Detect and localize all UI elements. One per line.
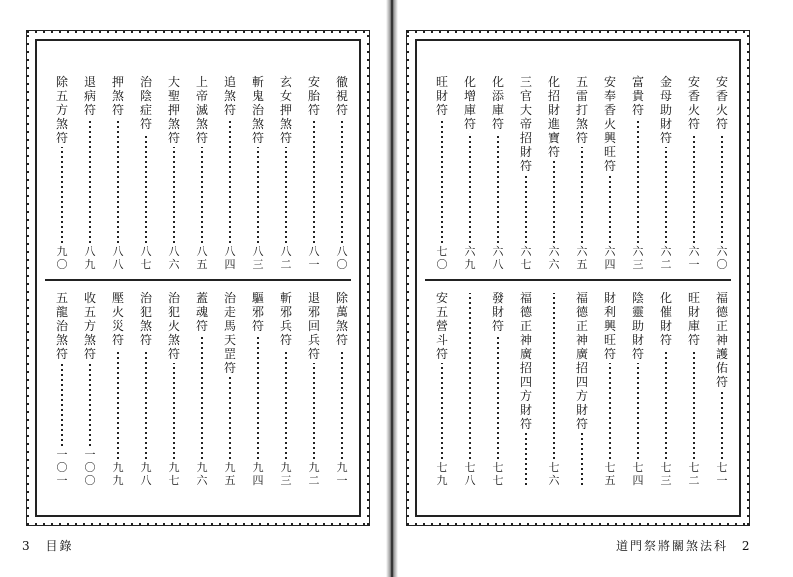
- toc-entry-page: 九 八: [140, 461, 152, 487]
- toc-entry: [461, 291, 479, 487]
- toc-entry-title: 壓 火 災 符: [111, 291, 124, 347]
- leader-dots: [117, 349, 119, 459]
- leader-dots: [609, 363, 611, 459]
- toc-entry: [137, 291, 155, 487]
- left-border-frame: [26, 30, 370, 526]
- toc-entry: [573, 75, 591, 271]
- leader-dots: [145, 133, 147, 243]
- left-footer: [22, 537, 73, 554]
- toc-entry: [657, 75, 675, 271]
- toc-entry: [277, 75, 295, 271]
- leader-dots: [721, 133, 723, 243]
- toc-entry: [249, 291, 267, 487]
- toc-entry: [685, 75, 703, 271]
- leader-dots: [257, 147, 259, 243]
- toc-entry-title: 斬 邪 兵 符: [279, 291, 292, 347]
- left-page-number: 3: [22, 539, 32, 553]
- toc-entry-title: 收 五 方 煞 符: [83, 291, 96, 361]
- leader-dots: [229, 119, 231, 243]
- toc-entry-title: 追 煞 符: [223, 75, 236, 117]
- leader-dots: [693, 349, 695, 459]
- toc-entry-page: 七 九: [436, 461, 448, 487]
- toc-entry-page: 九 六: [196, 461, 208, 487]
- toc-entry-page: 六 九: [464, 245, 476, 271]
- toc-entry-title: 安 五 營 斗 符: [435, 291, 448, 361]
- leader-dots: [637, 119, 639, 243]
- toc-entry-page: 六 一: [688, 245, 700, 271]
- leader-dots: [201, 335, 203, 459]
- toc-entry: [461, 75, 479, 271]
- toc-entry: [81, 75, 99, 271]
- toc-entry: [629, 291, 647, 487]
- right-contents-area: [415, 39, 741, 517]
- leader-dots: [693, 133, 695, 243]
- toc-entry: [193, 75, 211, 271]
- toc-entry-page: 八 五: [196, 245, 208, 271]
- leader-dots: [229, 377, 231, 459]
- toc-entry-page: 八 七: [140, 245, 152, 271]
- toc-entry-title: 財 利 興 旺 符: [603, 291, 616, 361]
- toc-entry-title: 押 煞 符: [111, 75, 124, 117]
- toc-entry: [545, 291, 563, 487]
- leader-dots: [313, 363, 315, 459]
- toc-entry: [333, 75, 351, 271]
- leader-dots: [117, 119, 119, 243]
- toc-entry-page: 六 七: [520, 245, 532, 271]
- toc-entry-page: 七 六: [548, 461, 560, 487]
- toc-entry-page: 九 九: [112, 461, 124, 487]
- left-page: [0, 0, 392, 577]
- toc-entry-title: 富 貴 符: [631, 75, 644, 117]
- toc-entry-page: 八 二: [280, 245, 292, 271]
- toc-entry-title: 驅 邪 符: [251, 291, 264, 333]
- toc-entry-page: 七 二: [688, 461, 700, 487]
- leader-dots: [89, 363, 91, 446]
- leader-dots: [525, 175, 527, 243]
- toc-entry: [305, 291, 323, 487]
- toc-entry: [545, 75, 563, 271]
- toc-entry-page: 八 一: [308, 245, 320, 271]
- right-running-head: 道門祭將關煞法科: [616, 539, 729, 553]
- leader-dots: [581, 433, 583, 485]
- leader-dots: [285, 147, 287, 243]
- toc-entry-page: 九 三: [280, 461, 292, 487]
- toc-entry-title: 安 香 火 符: [687, 75, 700, 131]
- toc-entry-title: 安 胎 符: [307, 75, 320, 117]
- leader-dots: [89, 119, 91, 243]
- leader-dots: [665, 349, 667, 459]
- leader-dots: [609, 175, 611, 243]
- toc-entry-page: 七 三: [660, 461, 672, 487]
- leader-dots: [441, 363, 443, 459]
- right-divider: [425, 279, 731, 281]
- toc-entry: [249, 75, 267, 271]
- toc-entry: [165, 75, 183, 271]
- toc-entry-page: 八 四: [224, 245, 236, 271]
- toc-entry-title: 發 財 符: [491, 291, 504, 333]
- toc-entry: [713, 75, 731, 271]
- toc-entry-title: 安 香 火 符: [715, 75, 728, 131]
- toc-entry-page: 七 七: [492, 461, 504, 487]
- toc-entry-title: 退 病 符: [83, 75, 96, 117]
- toc-entry-title: 五 龍 治 煞 符: [55, 291, 68, 361]
- toc-entry-page: 九 二: [308, 461, 320, 487]
- leader-dots: [145, 349, 147, 459]
- toc-entry: [53, 291, 71, 487]
- toc-entry-page: 九 一: [336, 461, 348, 487]
- toc-entry-page: 八 六: [168, 245, 180, 271]
- toc-entry: [713, 291, 731, 487]
- toc-entry: [53, 75, 71, 271]
- toc-entry-title: 五 雷 打 煞 符: [575, 75, 588, 145]
- toc-entry-title: 大 聖 押 煞 符: [167, 75, 180, 145]
- leader-dots: [469, 133, 471, 243]
- toc-entry-title: 除 萬 煞 符: [335, 291, 348, 347]
- leader-dots: [257, 335, 259, 459]
- toc-entry-page: 六 〇: [716, 245, 728, 271]
- toc-entry-title: 治 犯 火 煞 符: [167, 291, 180, 361]
- leader-dots: [61, 147, 63, 243]
- leader-dots: [341, 349, 343, 459]
- toc-entry-title: 陰 靈 助 財 符: [631, 291, 644, 361]
- toc-entry: [81, 291, 99, 487]
- toc-entry: [333, 291, 351, 487]
- toc-entry: [109, 75, 127, 271]
- toc-entry-title: 斬 鬼 治 煞 符: [251, 75, 264, 145]
- right-page-number: 2: [741, 539, 752, 553]
- toc-entry-title: 福 德 正 神 廣 招 四 方 財 符: [519, 291, 532, 431]
- toc-entry-page: 六 五: [576, 245, 588, 271]
- toc-entry-title: 退 邪 回 兵 符: [307, 291, 320, 361]
- right-border-frame: [406, 30, 750, 526]
- toc-entry: [517, 75, 535, 271]
- toc-entry: [573, 291, 591, 487]
- leader-dots: [313, 119, 315, 243]
- toc-entry-page: 九 四: [252, 461, 264, 487]
- toc-entry-title: 旺 財 符: [435, 75, 448, 117]
- leader-dots: [341, 119, 343, 243]
- toc-entry: [601, 75, 619, 271]
- toc-entry-page: 七 八: [464, 461, 476, 487]
- leader-dots: [285, 349, 287, 459]
- toc-entry-page: 七 一: [716, 461, 728, 487]
- toc-entry-title: 治 陰 症 符: [139, 75, 152, 131]
- leader-dots: [201, 147, 203, 243]
- toc-entry-title: 化 招 財 進 寶 符: [547, 75, 560, 159]
- toc-entry-page: 六 四: [604, 245, 616, 271]
- leader-dots: [497, 133, 499, 243]
- toc-entry-page: 九 五: [224, 461, 236, 487]
- leader-dots: [553, 293, 555, 459]
- book-spine: [386, 0, 398, 577]
- toc-entry: [517, 291, 535, 487]
- toc-entry-page: 八 八: [112, 245, 124, 271]
- toc-entry: [685, 291, 703, 487]
- toc-entry: [433, 291, 451, 487]
- leader-dots: [637, 363, 639, 459]
- toc-entry-page: 七 〇: [436, 245, 448, 271]
- toc-entry-title: 化 催 財 符: [659, 291, 672, 347]
- toc-entry-page: 七 五: [604, 461, 616, 487]
- toc-entry: [277, 291, 295, 487]
- toc-entry-page: 六 三: [632, 245, 644, 271]
- toc-entry-title: 化 添 庫 符: [491, 75, 504, 131]
- toc-entry-page: 七 四: [632, 461, 644, 487]
- leader-dots: [665, 147, 667, 243]
- toc-entry-title: 玄 女 押 煞 符: [279, 75, 292, 145]
- toc-entry: [489, 75, 507, 271]
- leader-dots: [525, 433, 527, 485]
- toc-entry-page: 九 〇: [56, 245, 68, 271]
- toc-entry: [629, 75, 647, 271]
- toc-entry: [657, 291, 675, 487]
- toc-entry: [137, 75, 155, 271]
- toc-entry-page: 六 六: [548, 245, 560, 271]
- toc-entry: [193, 291, 211, 487]
- toc-entry-page: 一 〇 〇: [84, 448, 96, 487]
- toc-entry-page: 八 三: [252, 245, 264, 271]
- left-contents-area: [35, 39, 361, 517]
- leader-dots: [441, 119, 443, 243]
- toc-entry-title: 上 帝 滅 煞 符: [195, 75, 208, 145]
- right-page: [398, 0, 793, 577]
- toc-entry-page: 八 〇: [336, 245, 348, 271]
- leader-dots: [581, 147, 583, 243]
- toc-entry-title: 化 增 庫 符: [463, 75, 476, 131]
- toc-entry: [305, 75, 323, 271]
- toc-entry: [433, 75, 451, 271]
- toc-entry-title: 旺 財 庫 符: [687, 291, 700, 347]
- toc-entry: [221, 291, 239, 487]
- right-footer: [616, 537, 751, 554]
- toc-entry: [165, 291, 183, 487]
- toc-entry-page: 六 二: [660, 245, 672, 271]
- leader-dots: [721, 391, 723, 459]
- toc-entry-page: 八 九: [84, 245, 96, 271]
- leader-dots: [497, 335, 499, 459]
- toc-entry-title: 安 奉 香 火 興 旺 符: [603, 75, 616, 173]
- left-divider: [45, 279, 351, 281]
- leader-dots: [553, 161, 555, 243]
- toc-entry-title: 三 官 大 帝 招 財 符: [519, 75, 532, 173]
- toc-entry-page: 九 七: [168, 461, 180, 487]
- leader-dots: [469, 293, 471, 459]
- toc-entry-title: 福 德 正 神 護 佑 符: [715, 291, 728, 389]
- toc-entry-title: 徹 視 符: [335, 75, 348, 117]
- toc-entry: [109, 291, 127, 487]
- toc-entry-title: 福 德 正 神 廣 招 四 方 財 符: [575, 291, 588, 431]
- toc-entry-title: 蓋 魂 符: [195, 291, 208, 333]
- toc-entry: [601, 291, 619, 487]
- leader-dots: [173, 363, 175, 459]
- toc-entry-page: 六 八: [492, 245, 504, 271]
- toc-entry: [221, 75, 239, 271]
- toc-entry-title: 金 母 助 財 符: [659, 75, 672, 145]
- toc-entry-title: 除 五 方 煞 符: [55, 75, 68, 145]
- leader-dots: [173, 147, 175, 243]
- left-running-head: 目錄: [45, 539, 74, 553]
- toc-entry-page: 一 〇 一: [56, 448, 68, 487]
- toc-entry-title: 治 犯 煞 符: [139, 291, 152, 347]
- leader-dots: [61, 363, 63, 446]
- toc-entry: [489, 291, 507, 487]
- toc-entry-title: 治 走 馬 天 罡 符: [223, 291, 236, 375]
